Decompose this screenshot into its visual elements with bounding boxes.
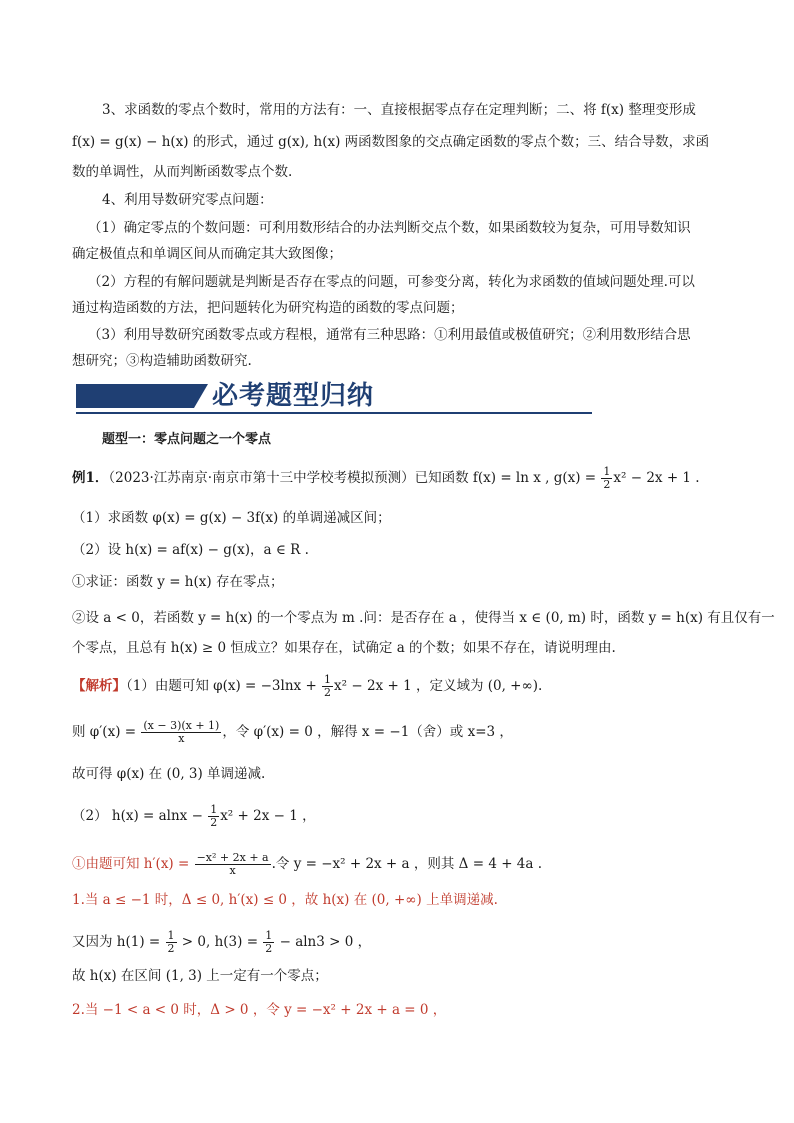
fraction-denominator: 2 [210,816,218,829]
fraction-denominator: x [178,732,185,745]
banner-bar-tip [194,384,208,408]
fraction-numerator: 1 [324,673,332,686]
paragraph-4-2-line-2: 通过构造函数的方法，把问题转化为研究构造的函数的零点问题； [72,300,464,316]
solution-7-pre: 又因为 h(1) = [72,934,165,950]
solution-7-fraction-2 [263,930,274,955]
solution-2-post: ，令 φ′(x) = 0 ，解得 x = −1（舍）或 x=3 ， [222,724,513,740]
solution-9-text: 2.当 −1 < a < 0 时，Δ > 0 ，令 y = −x² + 2x + a = 0 ， [72,1002,447,1018]
fraction-denominator: 2 [603,478,611,491]
paragraph-3-line-3: 数的单调性，从而判断函数零点个数. [72,164,293,180]
solution-tag: 【解析】 [72,678,126,694]
fraction-denominator: 2 [265,942,273,955]
solution-1-fraction [322,674,333,699]
solution-5-post: .令 y = −x² + 2x + a ，则其 Δ = 4 + 4a . [271,856,543,872]
solution-line-9 [72,1000,446,1020]
solution-5-fraction [195,852,271,877]
paragraph-4-1-line-2: 确定极值点和单调区间从而确定其大致图像； [72,246,342,262]
solution-1-post: x² − 2x + 1 ，定义域为 (0, +∞). [334,678,543,694]
solution-2-pre: 则 φ′(x) = [72,724,141,740]
solution-4-post: x² + 2x − 1 ， [220,808,316,824]
example-source: （2023·江苏南京·南京市第十三中学校考模拟预测）已知函数 f(x) = ln x , g(x) = [108,470,601,486]
paragraph-4-heading: 4、利用导数研究零点问题： [102,192,273,208]
solution-line-8: 故 h(x) 在区间 (1, 3) 上一定有一个零点； [72,968,328,984]
fraction-numerator: (x − 3)(x + 1) [143,719,220,732]
solution-5-pre: ①由题可知 h′(x) = [72,856,194,872]
paragraph-4-2-line-1: （2）方程的有解问题就是判断是否存在零点的问题，可参变分离，转化为求函数的值域问题处理.可以 [88,274,695,290]
fraction-numerator: 1 [167,929,175,942]
solution-line-6 [72,890,498,910]
solution-6-text: 1.当 a ≤ −1 时，Δ ≤ 0, h′(x) ≤ 0 ，故 h(x) 在 (0, +∞) 上单调递减. [72,892,498,908]
fraction-denominator: 2 [324,686,332,699]
fraction-denominator: x [229,864,236,877]
section-banner [76,378,592,414]
solution-1-pre: （1）由题可知 φ(x) = −3lnx + [126,678,322,694]
solution-line-3: 故可得 φ(x) 在 (0, 3) 单调递减. [72,766,266,782]
fraction-numerator: 1 [265,929,273,942]
fraction-numerator: 1 [210,803,218,816]
solution-4-fraction [208,804,219,829]
question-2-part-1: ①求证：函数 y = h(x) 存在零点； [72,574,284,590]
question-type-title: 题型一：零点问题之一个零点 [102,432,272,447]
solution-7-fraction-1 [166,930,177,955]
paragraph-4-1-line-1: （1）确定零点的个数问题：可利用数形结合的办法判断交点个数，如果函数较为复杂，可用导数知识 [88,220,691,236]
fraction-numerator: −x² + 2x + a [196,851,269,864]
fraction-denominator: 2 [167,942,175,955]
example-fraction [601,466,612,491]
example-label: 例1． [72,470,109,486]
example-line [72,466,700,491]
paragraph-3-line-1: 3、求函数的零点个数时，常用的方法有：一、直接根据零点存在定理判断；二、将 f(x) 整理变形成 [102,102,696,118]
solution-line-7 [72,930,371,955]
solution-line-2 [72,720,513,745]
paragraph-3-line-2: f(x) = g(x) − h(x) 的形式，通过 g(x), h(x) 两函数图象的交点确定函数的零点个数；三、结合导数，求函 [72,134,710,150]
solution-4-pre: （2） h(x) = alnx − [72,808,208,824]
solution-7-mid: > 0, h(3) = [177,934,263,950]
banner-title: 必考题型归纳 [212,381,375,411]
solution-line-4 [72,804,316,829]
question-2-part-2-line-2: 个零点，且总有 h(x) ≥ 0 恒成立？如果存在，试确定 a 的个数；如果不存在，请说明理由. [72,640,616,656]
question-2-part-2-line-1: ②设 a < 0，若函数 y = h(x) 的一个零点为 m .问：是否存在 a ，使得当 x ∈ (0, m) 时，函数 y = h(x) 有且仅有一 [72,610,775,626]
solution-2-fraction [141,720,221,745]
fraction-numerator: 1 [603,465,611,478]
banner-rule [76,412,592,414]
solution-line-5 [72,852,542,877]
paragraph-4-3-line-2: 想研究；③构造辅助函数研究. [72,353,252,369]
banner-bar [76,384,194,408]
question-1: （1）求函数 φ(x) = g(x) − 3f(x) 的单调递减区间； [72,510,391,526]
question-2: （2）设 h(x) = af(x) − g(x)，a ∈ R . [72,542,309,558]
example-g-tail: x² − 2x + 1 . [613,470,700,486]
solution-line-1 [72,674,542,699]
paragraph-4-3-line-1: （3）利用导数研究函数零点或方程根，通常有三种思路：①利用最值或极值研究；②利用数形结合思 [88,327,691,343]
solution-7-post: − aln3 > 0 ， [275,934,372,950]
